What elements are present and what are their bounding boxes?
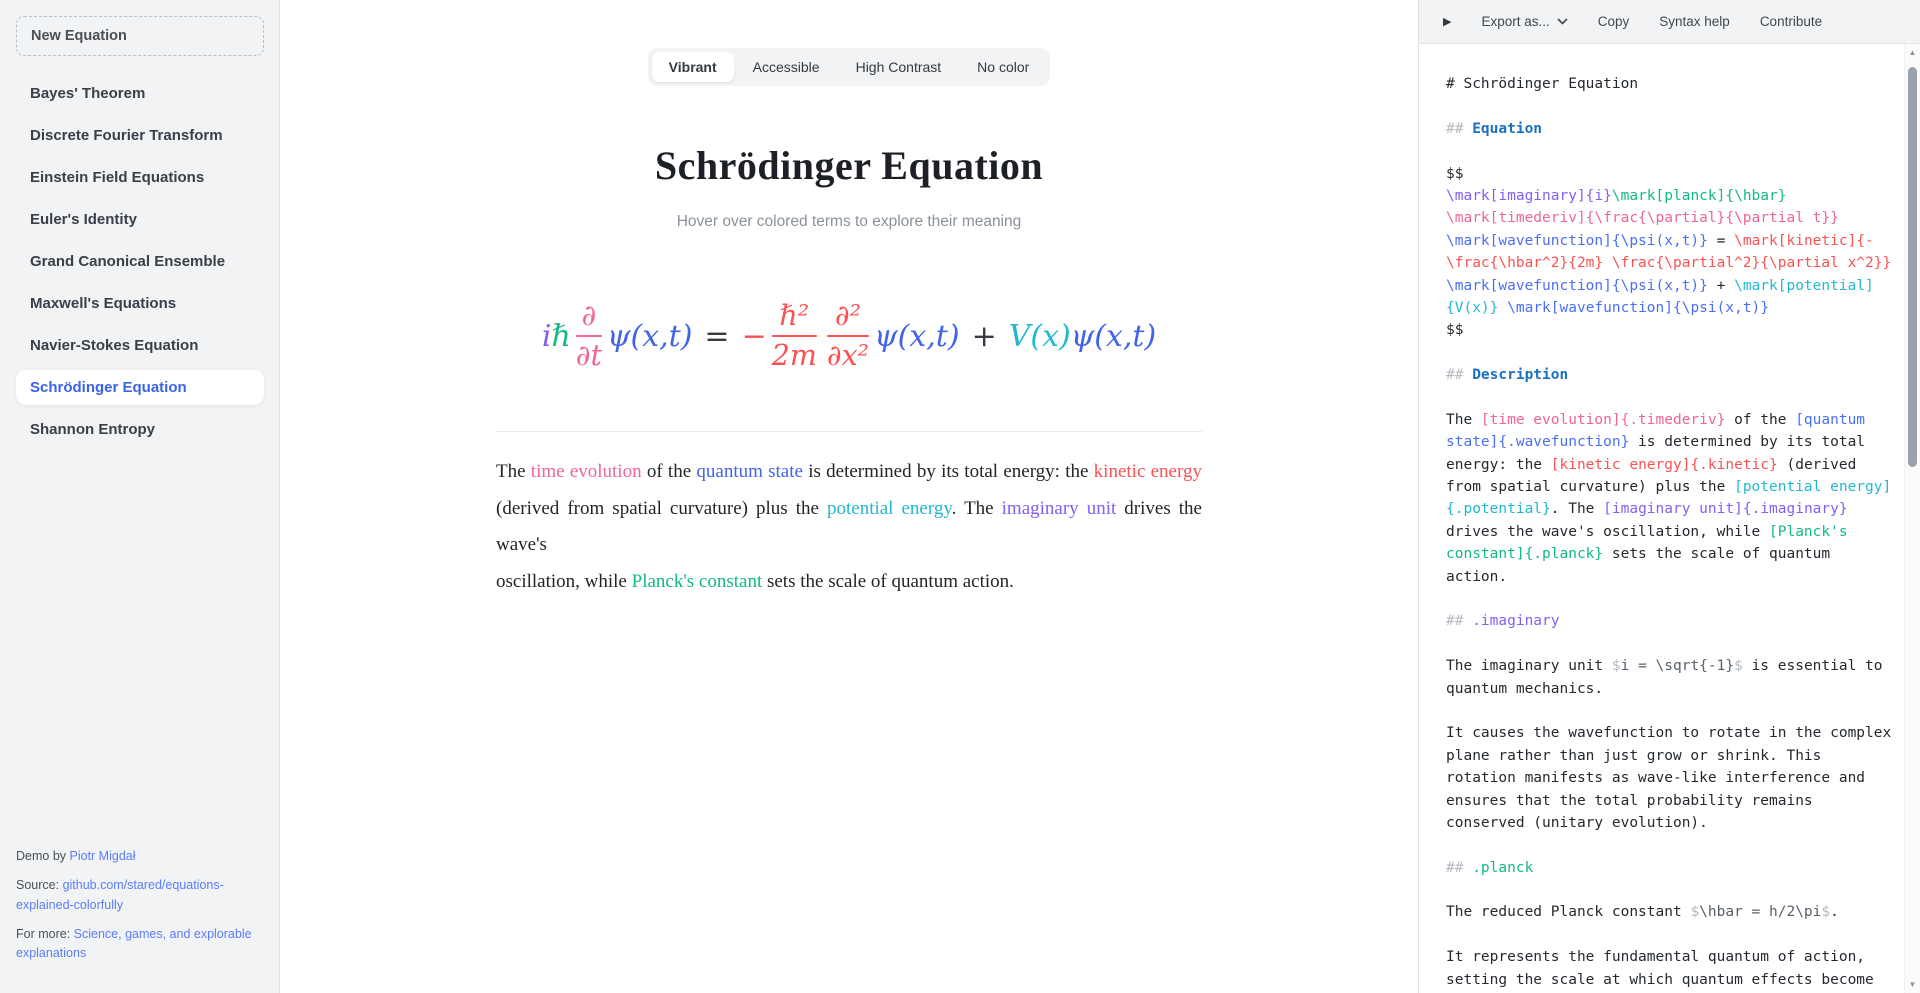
run-button[interactable]	[1443, 15, 1451, 28]
fraction-denominator: 2m	[771, 338, 817, 372]
sidebar-item-einstein-field-equations[interactable]: Einstein Field Equations	[30, 169, 205, 186]
code-token-d	[1498, 300, 1507, 316]
code-line	[1446, 566, 1880, 588]
code-line	[1446, 812, 1880, 834]
code-line	[1446, 342, 1880, 364]
source-editor-panel	[1418, 0, 1920, 993]
footer-link-science-games-and-explor[interactable]: Science, games, and explorable explanations	[16, 926, 252, 961]
sidebar-items	[16, 76, 263, 847]
equation-term-time-derivative[interactable]	[575, 298, 602, 372]
code-token-bl: state]{.wavefunction}	[1446, 434, 1630, 451]
code-line	[1446, 790, 1880, 812]
fraction-numerator: ∂	[581, 298, 597, 332]
code-line	[1446, 95, 1880, 117]
editor-toolbar	[1419, 0, 1920, 44]
code-token-hd: Description	[1472, 367, 1569, 384]
code-line	[1446, 386, 1880, 408]
description-text: of the	[641, 461, 697, 482]
copy-button[interactable]: Copy	[1597, 14, 1630, 29]
code-token-d: action.	[1446, 568, 1508, 585]
equation-term-kinetic-spatial-fraction[interactable]	[826, 298, 870, 372]
code-line	[1446, 857, 1880, 879]
code-token-pk: [time evolution]{.timederiv}	[1480, 411, 1726, 428]
equation	[542, 293, 1156, 379]
sidebar-item-euler-s-identity[interactable]: Euler's Identity	[30, 211, 137, 228]
code-token-rd: \mark[kinetic]{-	[1734, 232, 1874, 249]
code-line	[1446, 498, 1880, 520]
sidebar-item-maxwell-s-equations[interactable]: Maxwell's Equations	[30, 295, 177, 312]
code-token-d: It represents the fundamental quantum of action,	[1446, 949, 1866, 966]
code-token-d: energy: the	[1446, 456, 1551, 473]
code-token-d: (derived	[1777, 456, 1857, 473]
description-text: drives the wave's	[496, 497, 1202, 555]
footer-text: For more:	[16, 926, 74, 941]
code-line	[1446, 409, 1880, 431]
source-code-editor[interactable]	[1419, 44, 1920, 993]
code-token-bl: \mark[wavefunction]{\psi(x,t)}	[1507, 299, 1770, 316]
code-token-d: is essential to	[1742, 658, 1883, 675]
code-line	[1446, 588, 1880, 610]
code-token-g: $	[1690, 904, 1700, 921]
editor-scrollbar[interactable]	[1904, 44, 1920, 993]
code-token-d: drives the wave's oscillation, while	[1446, 523, 1770, 540]
code-line	[1446, 230, 1880, 252]
chevron-down-icon	[1557, 18, 1568, 25]
footer-link-piotr-migda[interactable]: Piotr Migdał	[69, 849, 136, 864]
description-line	[496, 491, 1202, 564]
code-token-bl: [quantum	[1795, 411, 1866, 428]
code-token-d: The	[1446, 411, 1481, 428]
code-token-g: ##	[1446, 613, 1473, 630]
syntax-help-button[interactable]: Syntax help	[1659, 14, 1730, 29]
code-token-d: ensures that the total probability remains	[1446, 792, 1813, 809]
code-line	[1446, 163, 1880, 185]
theme-tab-bar	[648, 48, 1051, 86]
sidebar-footer	[16, 847, 263, 973]
equation-term-wavefunction[interactable]: ψ(x,t)	[1070, 318, 1157, 354]
code-token-d: sets the scale of quantum	[1603, 546, 1831, 563]
code-token-d: $$	[1446, 322, 1464, 339]
footer-text: Source:	[16, 878, 63, 892]
play-icon: ▶	[1443, 16, 1452, 28]
sidebar-item-schr-dinger-equation[interactable]: Schrödinger Equation	[16, 370, 264, 405]
description-term-kinetic[interactable]: kinetic energy	[1093, 461, 1202, 482]
fraction-bar	[772, 335, 817, 337]
code-token-cy: \mark[potential]	[1734, 277, 1874, 294]
code-token-dim: i = \sqrt{-1}	[1620, 658, 1735, 675]
equation-term-imaginary-unit[interactable]: i	[541, 318, 552, 354]
fraction-numerator: ∂²	[834, 298, 862, 332]
code-line	[1446, 633, 1880, 655]
code-line	[1446, 767, 1880, 789]
code-line	[1446, 275, 1880, 297]
description-term-planck[interactable]: Planck's constant	[631, 570, 763, 592]
code-line	[1446, 722, 1892, 744]
new-equation-button[interactable]: New Equation	[16, 16, 264, 56]
code-line	[1446, 678, 1880, 700]
equation-term-kinetic-hbar-fraction[interactable]	[771, 298, 817, 372]
description-text: sets the scale of quantum action.	[762, 570, 1014, 592]
footer-link-github-com-stared-equati[interactable]: github.com/stared/equations-explained-colorfully	[16, 878, 224, 912]
description-term-potential[interactable]: potential energy	[826, 497, 952, 519]
scroll-up-arrow-icon[interactable]: ▲	[1908, 48, 1917, 57]
code-token-bl: \mark[wavefunction]{\psi(x,t)}	[1446, 232, 1708, 249]
code-token-gr: \mark[planck]{\hbar}	[1611, 187, 1787, 204]
code-line	[1446, 969, 1880, 991]
code-token-d: plane rather than just grow or shrink. This	[1446, 747, 1822, 764]
equation-term-kinetic-minus[interactable]: −	[741, 318, 767, 354]
code-token-d: It causes the wavefunction to rotate in the complex	[1446, 725, 1892, 742]
code-token-d: of the	[1725, 411, 1796, 428]
code-token-d: # Schrödinger Equation	[1446, 76, 1639, 92]
code-token-d: rotation manifests as wave-like interference and	[1446, 770, 1866, 787]
code-line	[1446, 521, 1880, 543]
code-line	[1446, 454, 1880, 476]
description-term-timederiv[interactable]: time evolution	[530, 461, 642, 482]
code-token-d: conserved (unitary evolution).	[1446, 814, 1708, 831]
description-paragraph	[496, 454, 1202, 600]
code-line	[1446, 73, 1880, 95]
equation-term-wavefunction[interactable]: ψ(x,t)	[606, 318, 693, 354]
sidebar-item-bayes-theorem[interactable]: Bayes' Theorem	[30, 85, 146, 102]
description-text: . The	[951, 497, 1002, 519]
code-token-d: .	[1830, 904, 1839, 921]
code-token-gr: constant]{.planck}	[1446, 546, 1604, 563]
description-line	[496, 454, 1202, 491]
equation-equals-sign: =	[704, 318, 730, 354]
code-line	[1446, 700, 1880, 722]
code-token-d: is determined by its total	[1629, 434, 1866, 451]
code-token-cy: {.potential}	[1446, 501, 1551, 518]
code-token-pk: \mark[timederiv]{\frac{\partial}{\partial t}}	[1446, 210, 1839, 227]
fraction-bar	[576, 335, 602, 337]
code-token-dim: \hbar = h/2\pi	[1699, 904, 1822, 921]
code-line	[1446, 297, 1880, 319]
equation-term-planck-constant[interactable]: ℏ	[551, 318, 571, 354]
equation-term-potential-energy[interactable]: V(x)	[1008, 318, 1071, 354]
code-token-d: The imaginary unit	[1446, 658, 1612, 675]
code-line	[1446, 745, 1880, 767]
code-line	[1446, 610, 1880, 632]
export-as-button[interactable]	[1481, 14, 1567, 29]
code-line	[1446, 252, 1892, 274]
description-text: oscillation, while	[496, 570, 632, 592]
fraction-denominator: ∂x²	[826, 338, 870, 372]
description-text: The	[496, 461, 531, 482]
code-token-g: $	[1611, 658, 1621, 675]
tab-vibrant[interactable]: Vibrant	[652, 52, 734, 82]
code-line	[1446, 655, 1883, 677]
main-content	[280, 0, 1418, 993]
code-token-d: setting the scale at which quantum effects become	[1446, 971, 1874, 988]
code-token-cy: {V(x)}	[1446, 299, 1499, 316]
equation-term-wavefunction[interactable]: ψ(x,t)	[874, 318, 960, 354]
code-line	[1446, 431, 1880, 453]
code-token-d: $$	[1446, 165, 1464, 182]
page-title: Schrödinger Equation	[654, 143, 1044, 188]
sidebar-item-grand-canonical-ensemble[interactable]: Grand Canonical Ensemble	[30, 253, 226, 270]
code-token-d: +	[1707, 277, 1735, 294]
code-token-g: ##	[1446, 859, 1473, 876]
code-token-d: quantum mechanics.	[1446, 680, 1604, 697]
code-line	[1446, 901, 1880, 923]
code-token-rd: [kinetic energy]{.kinetic}	[1550, 456, 1778, 473]
code-line	[1446, 364, 1880, 386]
fraction-denominator: ∂t	[575, 338, 602, 372]
code-line	[1446, 207, 1880, 229]
sidebar-footer-line	[16, 847, 263, 867]
code-line	[1446, 185, 1880, 207]
code-line	[1446, 834, 1880, 856]
scrollbar-thumb[interactable]	[1908, 67, 1917, 467]
code-token-rd: \frac{\hbar^2}{2m} \frac{\partial^2}{\partial x^2}}	[1446, 255, 1892, 272]
description-text: (derived from spatial curvature) plus the	[496, 497, 827, 519]
code-token-gr: .planck	[1472, 859, 1534, 876]
fraction-bar	[827, 335, 869, 337]
sidebar-footer-line	[16, 925, 263, 965]
code-token-d: The reduced Planck constant	[1446, 904, 1691, 921]
code-token-g: $	[1821, 904, 1831, 921]
tab-accessible[interactable]: Accessible	[752, 59, 820, 75]
equation-plus-sign: +	[971, 318, 997, 354]
sidebar-footer-line	[16, 876, 263, 916]
export-as-label: Export as...	[1481, 14, 1550, 29]
footer-text: Demo by	[16, 849, 70, 864]
tab-no-color[interactable]: No color	[977, 59, 1030, 75]
code-token-d: =	[1707, 232, 1735, 249]
code-token-d: . The	[1550, 501, 1604, 518]
section-divider	[496, 431, 1202, 432]
contribute-button[interactable]: Contribute	[1759, 14, 1823, 29]
sidebar-item-discrete-fourier-transform[interactable]: Discrete Fourier Transform	[30, 127, 223, 144]
description-term-imaginary[interactable]: imaginary unit	[1001, 497, 1117, 519]
code-line	[1446, 118, 1880, 140]
code-line	[1446, 543, 1880, 565]
code-token-bl: \mark[wavefunction]{\psi(x,t)}	[1446, 277, 1708, 294]
fraction-numerator: ℏ²	[779, 298, 810, 332]
sidebar	[0, 0, 280, 993]
code-token-vi: \mark[imaginary]{i}	[1446, 187, 1612, 204]
sidebar-item-shannon-entropy[interactable]: Shannon Entropy	[30, 421, 155, 438]
description-text: is determined by its total energy: the	[802, 461, 1094, 482]
tab-high-contrast[interactable]: High Contrast	[855, 59, 942, 75]
code-token-hd: Equation	[1472, 120, 1543, 137]
description-line	[496, 564, 1202, 601]
sidebar-item-navier-stokes-equation[interactable]: Navier-Stokes Equation	[30, 337, 199, 354]
code-line	[1446, 946, 1880, 968]
code-token-cy: [potential energy]	[1734, 479, 1892, 496]
code-token-vi: .imaginary	[1472, 613, 1560, 630]
scroll-down-arrow-icon[interactable]: ▼	[1908, 980, 1917, 989]
description-term-wavefunction[interactable]: quantum state	[696, 461, 803, 482]
code-token-d: from spatial curvature) plus the	[1446, 479, 1735, 496]
code-line	[1446, 924, 1880, 946]
code-line	[1446, 140, 1880, 162]
code-token-vi: [imaginary unit]{.imaginary}	[1603, 501, 1848, 518]
code-token-g: ##	[1446, 367, 1473, 384]
code-line	[1446, 476, 1892, 498]
code-token-g: $	[1734, 658, 1743, 675]
page-subtitle: Hover over colored terms to explore their meaning	[676, 213, 1022, 230]
code-token-gr: [Planck's	[1769, 523, 1848, 540]
code-line	[1446, 879, 1880, 901]
code-line	[1446, 319, 1880, 341]
code-token-g: ##	[1446, 120, 1473, 137]
